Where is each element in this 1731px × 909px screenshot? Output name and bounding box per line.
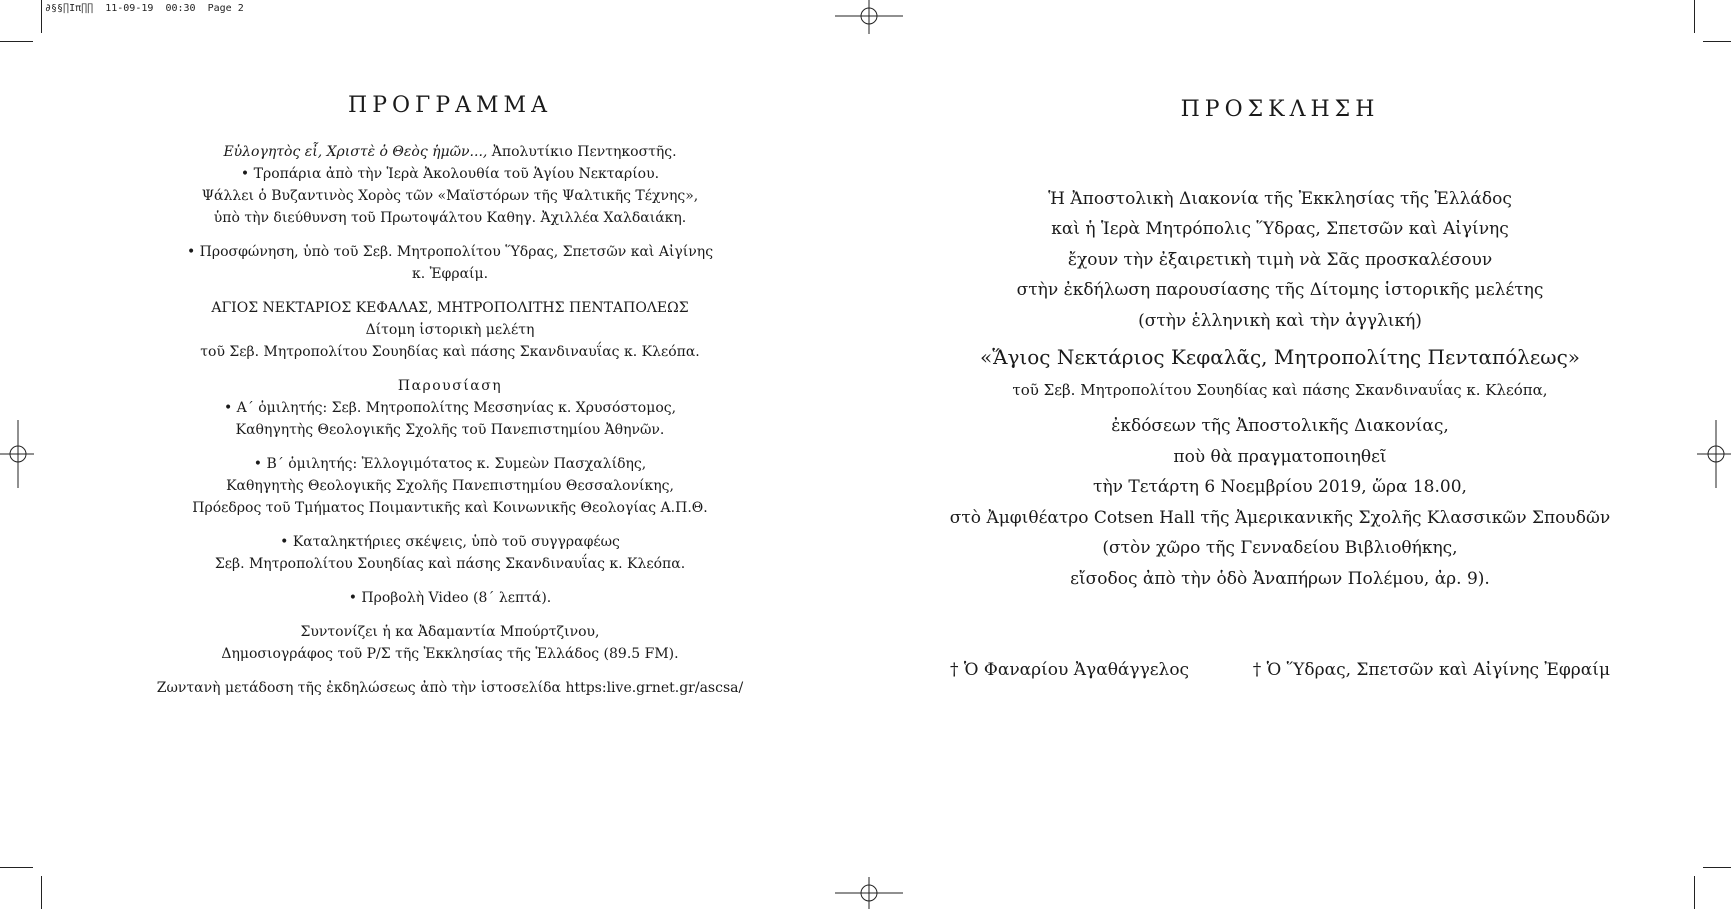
program-block-hymns [150, 141, 750, 229]
program-line: • Τροπάρια ἀπὸ τὴν Ἱερὰ Ἀκολουθία τοῦ Ἁγίου Νεκταρίου. [240, 166, 660, 182]
invitation-line: (στὴν ἑλληνικὴ καὶ τὴν ἀγγλική) [1138, 310, 1422, 331]
invitation-line: τὴν Τετάρτη 6 Νοεμβρίου 2019, ὥρα 18.00, [1093, 477, 1467, 497]
program-line: Συντονίζει ἡ κα Ἀδαμαντία Μπούρτζινου, [300, 624, 600, 640]
invitation-line: (στὸν χῶρο τῆς Γενναδείου Βιβλιοθήκης, [1102, 538, 1458, 558]
program-line: ὑπὸ τὴν διεύθυνση τοῦ Πρωτοψάλτου Καθηγ. Ἀχιλλέα Χαλδαιάκη. [213, 210, 687, 226]
program-line: τοῦ Σεβ. Μητροπολίτου Σουηδίας καὶ πάσης Σκανδιναυΐας κ. Κλεόπα. [200, 344, 700, 360]
program-block-speaker-b [150, 453, 750, 519]
registration-mark-right [1697, 420, 1731, 488]
program-line: Ζωντανὴ μετάδοση τῆς ἐκδηλώσεως ἀπὸ τὴν ἱστοσελίδα https:live.grnet.gr/ascsa/ [156, 680, 744, 696]
invitation-line: ἔχουν τὴν ἐξαιρετικὴ τιμὴ νὰ Σᾶς προσκαλέσουν [1067, 249, 1493, 270]
crop-mark-top-right-v [1694, 0, 1695, 33]
program-title: ΠΡΟΓΡΑΜΜΑ [348, 93, 552, 118]
print-slug [45, 3, 244, 14]
program-block-book [150, 297, 750, 363]
program-line: ΑΓΙΟΣ ΝΕΚΤΑΡΙΟΣ ΚΕΦΑΛΑΣ, ΜΗΤΡΟΠΟΛΙΤΗΣ ΠΕΝΤΑΠΟΛΕΩΣ [211, 300, 689, 316]
crop-mark-top-left-v [41, 0, 42, 33]
program-block-address [150, 241, 750, 285]
hymn-italic: Εὐλογητὸς εἶ, Χριστὲ ὁ Θεὸς ἡμῶν..., [223, 144, 488, 160]
registration-mark-left [0, 420, 34, 488]
registration-mark-top [835, 0, 903, 34]
program-line: • Α΄ ὁμιλητής: Σεβ. Μητροπολίτης Μεσσηνίας κ. Χρυσόστομος, [223, 400, 677, 416]
invitation-line: ποὺ θὰ πραγματοποιηθεῖ [1173, 446, 1387, 467]
program-line: Ψάλλει ὁ Βυζαντινὸς Χορὸς τῶν «Μαϊστόρων τῆς Ψαλτικῆς Τέχνης», [201, 188, 699, 204]
program-line: • Προσφώνηση, ὑπὸ τοῦ Σεβ. Μητροπολίτου Ὕδρας, Σπετσῶν καὶ Αἰγίνης [186, 244, 714, 260]
program-block-moderator [150, 621, 750, 665]
program-line: Δημοσιογράφος τοῦ Ρ/Σ τῆς Ἐκκλησίας τῆς Ἑλλάδος (89.5 FM). [221, 646, 679, 662]
signer-left: † Ὁ Φαναρίου Ἀγαθάγγελος [950, 660, 1190, 680]
invitation-line: καὶ ἡ Ἱερὰ Μητρόπολις Ὕδρας, Σπετσῶν καὶ Αἰγίνης [1051, 219, 1509, 239]
invitation-page [940, 95, 1620, 594]
program-line: κ. Ἐφραίμ. [411, 266, 489, 282]
program-block-video [150, 587, 750, 609]
hymn-rest: Ἀπολυτίκιο Πεντηκοστῆς. [487, 144, 677, 160]
presentation-heading: Παρουσίαση [397, 378, 503, 394]
program-line: Καθηγητὴς Θεολογικῆς Σχολῆς Πανεπιστημίου Θεσσαλονίκης, [226, 478, 674, 494]
invitation-line: στὸ Ἀμφιθέατρο Cotsen Hall τῆς Ἀμερικανικῆς Σχολῆς Κλασσικῶν Σπουδῶν [949, 507, 1611, 528]
invitation-line: εἴσοδος ἀπὸ τὴν ὁδὸ Ἀναπήρων Πολέμου, ἀρ. 9). [1070, 568, 1490, 589]
slug-date: 11-09-19 [105, 3, 154, 14]
program-page [150, 95, 750, 711]
program-line: Δίτομη ἱστορικὴ μελέτη [365, 322, 535, 338]
invitation-title: ΠΡΟΣΚΛΗΣΗ [1180, 97, 1380, 122]
registration-mark-bottom [835, 877, 903, 909]
program-block-stream [150, 677, 750, 699]
crop-mark-bottom-left-v [41, 876, 42, 909]
invitation-line: στὴν ἐκδήλωση παρουσίασης τῆς Δίτομης ἱστορικῆς μελέτης [1016, 280, 1544, 300]
program-line [150, 141, 750, 163]
program-line: Σεβ. Μητροπολίτου Σουηδίας καὶ πάσης Σκανδιναυΐας κ. Κλεόπα. [214, 556, 686, 572]
program-line: • Καταληκτήριες σκέψεις, ὑπὸ τοῦ συγγραφέως [280, 534, 620, 550]
program-line: • Προβολὴ Video (8΄ λεπτά). [348, 590, 552, 606]
slug-code: ∂§§∏Ιπ∏∏ [45, 3, 94, 14]
crop-mark-top-right-h [1703, 41, 1731, 42]
program-block-speaker-a [150, 375, 750, 441]
program-line: Πρόεδρος τοῦ Τμήματος Ποιμαντικῆς καὶ Κοινωνικῆς Θεολογίας Α.Π.Θ. [192, 500, 708, 516]
slug-time: 00:30 [165, 3, 196, 14]
program-line: Καθηγητὴς Θεολογικῆς Σχολῆς τοῦ Πανεπιστημίου Ἀθηνῶν. [235, 422, 665, 438]
book-title: «Ἅγιος Νεκτάριος Κεφαλᾶς, Μητροπολίτης Πενταπόλεως» [979, 345, 1581, 369]
crop-mark-bottom-right-h [1703, 867, 1731, 868]
program-block-closing [150, 531, 750, 575]
signer-right: † Ὁ Ὕδρας, Σπετσῶν καὶ Αἰγίνης Ἐφραίμ [1252, 660, 1610, 680]
spacer [940, 126, 1620, 184]
slug-page: Page 2 [207, 3, 244, 14]
invitation-line: ἐκδόσεων τῆς Ἀποστολικῆς Διακονίας, [1111, 416, 1449, 436]
program-line: • Β΄ ὁμιλητής: Ἐλλογιμότατος κ. Συμεὼν Πασχαλίδης, [253, 456, 647, 472]
signatures-row [950, 660, 1610, 680]
crop-mark-top-left-h [0, 41, 33, 42]
crop-mark-bottom-right-v [1694, 876, 1695, 909]
book-author: τοῦ Σεβ. Μητροπολίτου Σουηδίας καὶ πάσης Σκανδιναυΐας κ. Κλεόπα, [1012, 380, 1548, 399]
invitation-line: Ἡ Ἀποστολικὴ Διακονία τῆς Ἐκκλησίας τῆς Ἑλλάδος [1048, 188, 1512, 209]
crop-mark-bottom-left-h [0, 867, 33, 868]
